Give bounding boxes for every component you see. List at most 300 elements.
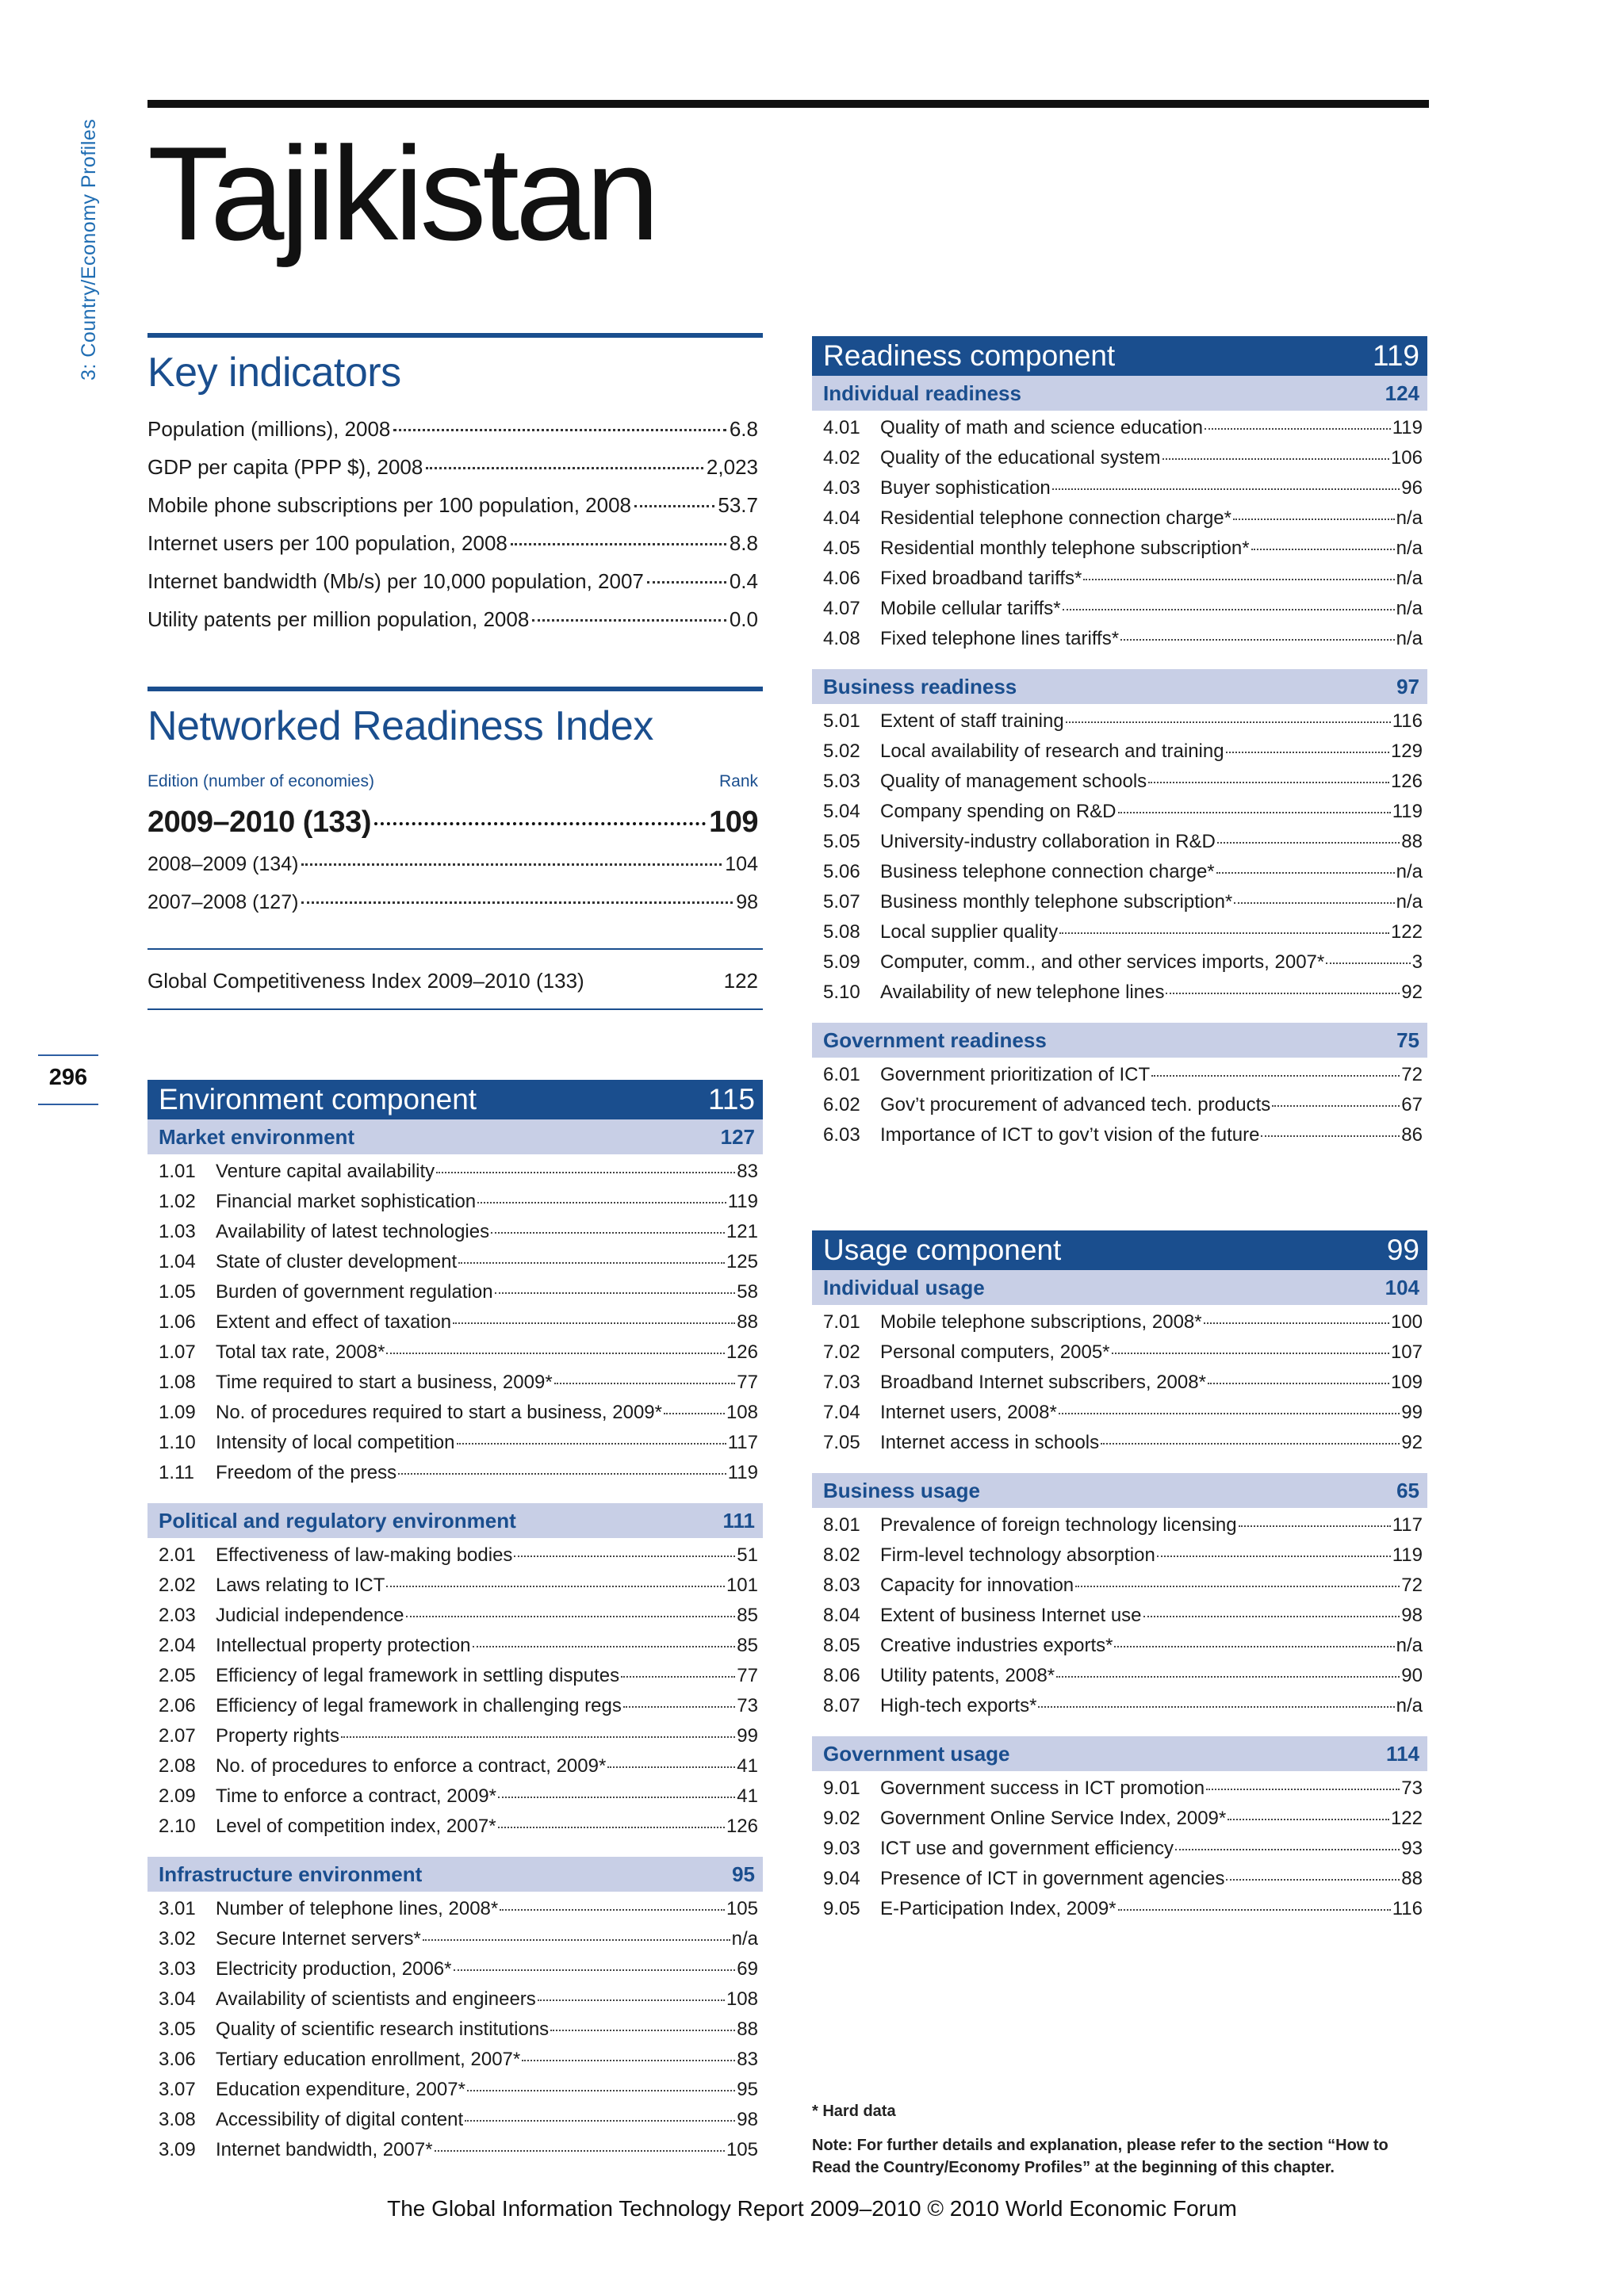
subsection-header [812,1270,1427,1305]
indicator-rank: n/a [1396,628,1423,649]
indicator-rank: 98 [1401,1605,1423,1626]
subsection-rank: 111 [722,1508,755,1533]
indicator-code: 5.02 [823,740,860,762]
indicator-label: Mobile phone subscriptions per 100 population, 2008 [147,493,631,517]
indicator-label: Number of telephone lines, 2008* [216,1898,499,1919]
indicator-rank: 119 [1392,417,1423,438]
table-row [147,1755,763,1785]
table-row [812,1575,1427,1605]
table-row [812,1605,1427,1635]
indicator-label: No. of procedures to enforce a contract, 2009* [216,1755,607,1777]
page-number: 296 [48,1065,88,1090]
indicator-label: Creative industries exports* [880,1635,1113,1656]
indicator-label: Fixed telephone lines tariffs* [880,628,1120,649]
indicator-list [147,1538,763,1850]
table-row [147,1928,763,1958]
indicator-rank: 116 [1392,710,1423,732]
subsection-rank: 124 [1385,381,1419,405]
table-row [812,598,1427,628]
subsection-title: Business readiness [823,674,1017,698]
indicator-rank: 3 [1411,951,1423,973]
indicator-rank: 88 [1401,1868,1423,1889]
indicator-code: 7.04 [823,1402,860,1423]
indicator-label: Business telephone connection charge* [880,861,1215,882]
indicator-label: Availability of new telephone lines [880,982,1165,1003]
indicator-code: 7.01 [823,1311,860,1333]
list-item [147,455,758,480]
indicator-label: Internet users per 100 population, 2008 [147,531,508,555]
nri-edition: 2007–2008 (127) [147,891,299,913]
indicator-code: 5.08 [823,921,860,943]
indicator-code: 6.01 [823,1064,860,1085]
indicator-label: Time required to start a business, 2009* [216,1372,553,1393]
indicator-rank: n/a [1396,861,1423,882]
indicator-code: 8.07 [823,1695,860,1716]
table-row [812,1777,1427,1808]
table-row [147,1281,763,1311]
indicator-rank: 93 [1401,1838,1423,1859]
indicator-label: High-tech exports* [880,1695,1037,1716]
indicator-code: 6.02 [823,1094,860,1115]
table-row [812,801,1427,831]
subsection-header [812,1473,1427,1508]
table-row [812,1432,1427,1462]
indicator-rank: 67 [1401,1094,1423,1115]
indicator-code: 1.05 [159,1281,196,1303]
table-row [812,477,1427,507]
indicator-label: Efficiency of legal framework in settling disputes [216,1665,620,1686]
table-row [812,1311,1427,1341]
indicator-label: Residential telephone connection charge* [880,507,1231,529]
subsection-rank: 97 [1396,674,1419,698]
indicator-value: 0.4 [729,569,758,593]
indicator-code: 3.01 [159,1898,196,1919]
nri-title: Networked Readiness Index [147,703,653,749]
subsection-title: Political and regulatory environment [159,1508,516,1533]
table-row [812,1808,1427,1838]
indicator-code: 8.04 [823,1605,860,1626]
indicator-rank: 126 [1390,771,1423,792]
indicator-label: Quality of the educational system [880,447,1161,469]
indicator-label: Government prioritization of ICT [880,1064,1151,1085]
indicator-code: 3.06 [159,2049,196,2070]
subsection-title: Individual readiness [823,381,1021,405]
indicator-value: 8.8 [729,531,758,555]
indicator-code: 4.08 [823,628,860,649]
indicator-label: Electricity production, 2006* [216,1958,452,1980]
gci-label: Global Competitiveness Index 2009–2010 (133) [147,969,584,993]
table-row [812,710,1427,740]
indicator-code: 8.05 [823,1635,860,1656]
indicator-rank: n/a [1396,1635,1423,1656]
indicator-list [812,1058,1427,1159]
indicator-rank: 105 [726,1898,758,1919]
gci-row [147,969,758,993]
indicator-rank: 105 [726,2139,758,2160]
indicator-label: Population (millions), 2008 [147,417,391,441]
table-row [147,2139,763,2169]
indicator-label: Capacity for innovation [880,1575,1074,1596]
table-row [147,1725,763,1755]
subsection-rank: 75 [1396,1027,1419,1052]
table-row [812,447,1427,477]
table-row [147,2019,763,2049]
indicator-rank: 77 [737,1372,758,1393]
list-item [147,853,758,876]
indicator-rank: 129 [1390,740,1423,762]
list-item [147,493,758,518]
nri-header [147,772,758,791]
indicator-rank: 41 [737,1785,758,1807]
indicator-code: 2.03 [159,1605,196,1626]
table-row [812,568,1427,598]
indicator-label: Education expenditure, 2007* [216,2079,465,2100]
indicator-code: 7.03 [823,1372,860,1393]
indicator-code: 9.03 [823,1838,860,1859]
indicator-label: Availability of scientists and engineers [216,1988,536,2010]
indicator-rank: 58 [737,1281,758,1303]
table-row [812,1635,1427,1665]
indicator-label: Local availability of research and training [880,740,1224,762]
table-row [812,1665,1427,1695]
indicator-rank: 77 [737,1665,758,1686]
table-row [812,628,1427,658]
indicator-value: 6.8 [729,417,758,441]
indicator-rank: 126 [726,1341,758,1363]
table-row [147,1988,763,2019]
indicator-label: Judicial independence [216,1605,404,1626]
subsection-title: Individual usage [823,1275,985,1299]
table-row [812,740,1427,771]
indicator-label: Internet access in schools [880,1432,1100,1453]
component-title: Usage component [823,1234,1062,1266]
indicator-list [812,1305,1427,1467]
page-title: Tajikistan [147,119,656,268]
indicator-label: Firm-level technology absorption [880,1544,1155,1566]
indicator-code: 6.03 [823,1124,860,1146]
nri-rank: 104 [725,853,758,875]
table-row [812,1064,1427,1094]
indicator-label: Extent and effect of taxation [216,1311,452,1333]
indicator-rank: 119 [727,1462,758,1483]
component-header [812,1230,1427,1270]
indicator-rank: 101 [726,1575,758,1596]
table-row [147,1695,763,1725]
table-row [812,891,1427,921]
nri-rank: 98 [736,891,758,913]
divider [147,333,763,338]
subsection-header [812,1023,1427,1058]
table-row [147,1341,763,1372]
indicator-rank: 99 [737,1725,758,1747]
subsection-rank: 104 [1385,1275,1419,1299]
indicator-code: 3.09 [159,2139,196,2160]
table-row [812,507,1427,538]
nri-current-label: 2009–2010 (133) [147,806,371,839]
readiness-component [812,336,1427,1159]
side-tab [65,79,121,388]
indicator-code: 5.06 [823,861,860,882]
indicator-rank: 106 [1390,447,1423,469]
indicator-rank: n/a [1396,598,1423,619]
environment-component [147,1080,763,2174]
list-item [147,417,758,442]
indicator-code: 5.01 [823,710,860,732]
indicator-list [812,1771,1427,1933]
subsection-title: Infrastructure environment [159,1862,423,1886]
table-row [147,1575,763,1605]
table-row [147,1665,763,1695]
indicator-label: Utility patents per million population, 2008 [147,607,530,631]
indicator-rank: 119 [1392,801,1423,822]
indicator-label: Computer, comm., and other services imports, 2007* [880,951,1325,973]
indicator-rank: 86 [1401,1124,1423,1146]
usage-component [812,1230,1427,1933]
indicator-label: Secure Internet servers* [216,1928,421,1950]
indicator-code: 2.02 [159,1575,196,1596]
indicator-code: 5.05 [823,831,860,852]
indicator-rank: 96 [1401,477,1423,499]
table-row [812,1868,1427,1898]
indicator-rank: n/a [731,1928,758,1950]
divider [38,1104,98,1105]
indicator-rank: n/a [1396,507,1423,529]
subsection-rank: 65 [1396,1478,1419,1502]
indicator-label: Time to enforce a contract, 2009* [216,1785,496,1807]
table-row [147,1161,763,1191]
indicator-label: Venture capital availability [216,1161,435,1182]
indicator-label: Internet bandwidth, 2007* [216,2139,433,2160]
indicator-label: GDP per capita (PPP $), 2008 [147,455,423,479]
table-row [812,982,1427,1012]
indicator-code: 2.10 [159,1816,196,1837]
component-rank: 99 [1386,1234,1419,1266]
indicator-rank: 126 [726,1816,758,1837]
indicator-label: Quality of management schools [880,771,1147,792]
indicator-rank: 85 [737,1605,758,1626]
indicator-label: Government Online Service Index, 2009* [880,1808,1227,1829]
indicator-rank: 92 [1401,1432,1423,1453]
indicator-code: 8.02 [823,1544,860,1566]
indicator-code: 9.05 [823,1898,860,1919]
table-row [812,1838,1427,1868]
subsection-rank: 114 [1386,1741,1419,1766]
indicator-rank: 108 [726,1402,758,1423]
indicator-code: 3.03 [159,1958,196,1980]
table-row [147,1251,763,1281]
subsection-title: Business usage [823,1478,980,1502]
indicator-code: 1.07 [159,1341,196,1363]
table-row [147,1635,763,1665]
indicator-label: Burden of government regulation [216,1281,493,1303]
table-row [147,1785,763,1816]
indicator-code: 4.04 [823,507,860,529]
indicator-code: 5.10 [823,982,860,1003]
indicator-label: Accessibility of digital content [216,2109,464,2130]
subsection-rank: 127 [720,1124,755,1149]
indicator-label: Intensity of local competition [216,1432,455,1453]
indicator-code: 4.02 [823,447,860,469]
indicator-list [812,704,1427,1016]
indicator-code: 1.09 [159,1402,196,1423]
indicator-rank: 109 [1390,1372,1423,1393]
indicator-code: 5.04 [823,801,860,822]
table-row [147,1605,763,1635]
indicator-rank: 119 [727,1191,758,1212]
indicator-value: 53.7 [718,493,758,517]
indicator-code: 9.04 [823,1868,860,1889]
indicator-label: Level of competition index, 2007* [216,1816,496,1837]
indicator-code: 5.03 [823,771,860,792]
table-row [812,1372,1427,1402]
indicator-label: Quality of scientific research institutions [216,2019,550,2040]
table-row [147,1372,763,1402]
indicator-label: Quality of math and science education [880,417,1203,438]
indicator-code: 7.02 [823,1341,860,1363]
indicator-label: Efficiency of legal framework in challenging regs [216,1695,622,1716]
indicator-rank: 83 [737,2049,758,2070]
subsection-title: Market environment [159,1124,355,1149]
indicator-rank: n/a [1396,568,1423,589]
indicator-code: 2.09 [159,1785,196,1807]
indicator-list [812,411,1427,663]
indicator-label: ICT use and government efficiency [880,1838,1174,1859]
indicator-label: Effectiveness of law-making bodies [216,1544,513,1566]
indicator-label: Extent of business Internet use [880,1605,1142,1626]
indicator-label: Availability of latest technologies [216,1221,490,1242]
indicator-code: 8.01 [823,1514,860,1536]
component-rank: 119 [1373,339,1419,372]
indicator-code: 2.08 [159,1755,196,1777]
indicator-code: 1.10 [159,1432,196,1453]
table-row [147,1191,763,1221]
indicator-rank: 122 [1390,1808,1423,1829]
indicator-list [147,1892,763,2174]
indicator-label: Extent of staff training [880,710,1064,732]
indicator-label: Fixed broadband tariffs* [880,568,1082,589]
indicator-rank: 73 [1401,1777,1423,1799]
footnote-note: Note: For further details and explanation, please refer to the section “How to Read the Country/Economy Profiles” at the beginning of this chapter. [812,2137,1388,2176]
rank-label: Rank [718,772,758,790]
indicator-label: Property rights [216,1725,340,1747]
indicator-code: 2.04 [159,1635,196,1656]
edition-label: Edition (number of economies) [147,772,374,790]
indicator-label: Prevalence of foreign technology licensing [880,1514,1237,1536]
indicator-rank: 88 [737,1311,758,1333]
indicator-code: 8.06 [823,1665,860,1686]
indicator-rank: 100 [1390,1311,1423,1333]
table-row [812,951,1427,982]
nri-current [147,806,758,840]
indicator-rank: 69 [737,1958,758,1980]
indicator-list [147,1154,763,1497]
indicator-code: 1.01 [159,1161,196,1182]
subsection-title: Government readiness [823,1027,1047,1052]
divider [147,687,763,691]
indicator-code: 8.03 [823,1575,860,1596]
indicator-code: 9.02 [823,1808,860,1829]
list-item [147,531,758,556]
indicator-rank: n/a [1396,538,1423,559]
nri-current-value: 109 [709,806,758,839]
indicator-label: Local supplier quality [880,921,1059,943]
footnote-hard-data: * Hard data [812,2103,896,2120]
indicator-rank: n/a [1396,891,1423,913]
indicator-value: 0.0 [729,607,758,631]
indicator-label: Company spending on R&D [880,801,1116,822]
indicator-code: 4.07 [823,598,860,619]
indicator-label: Total tax rate, 2008* [216,1341,385,1363]
subsection-rank: 95 [732,1862,755,1886]
component-title: Environment component [159,1083,477,1115]
subsection-header [812,669,1427,704]
subsection-title: Government usage [823,1741,1010,1766]
table-row [812,1402,1427,1432]
indicator-code: 3.04 [159,1988,196,2010]
indicator-rank: 85 [737,1635,758,1656]
indicator-code: 4.06 [823,568,860,589]
indicator-label: Importance of ICT to gov’t vision of the future [880,1124,1260,1146]
list-item [147,891,758,914]
table-row [812,417,1427,447]
indicator-code: 1.02 [159,1191,196,1212]
divider [38,1054,98,1056]
indicator-rank: 88 [737,2019,758,2040]
indicator-label: Broadband Internet subscribers, 2008* [880,1372,1206,1393]
indicator-label: Intellectual property protection [216,1635,471,1656]
indicator-code: 1.04 [159,1251,196,1272]
indicator-rank: 117 [1392,1514,1423,1536]
indicator-code: 4.05 [823,538,860,559]
table-row [147,1898,763,1928]
indicator-rank: 88 [1401,831,1423,852]
indicator-label: State of cluster development [216,1251,458,1272]
table-row [812,1341,1427,1372]
indicator-rank: 92 [1401,982,1423,1003]
indicator-code: 1.11 [159,1462,194,1483]
indicator-code: 4.01 [823,417,860,438]
indicator-label: Utility patents, 2008* [880,1665,1055,1686]
indicator-code: 9.01 [823,1777,860,1799]
top-rule [147,100,1429,108]
table-row [812,861,1427,891]
table-row [812,1544,1427,1575]
subsection-header [812,376,1427,411]
table-row [147,1462,763,1492]
indicator-code: 5.07 [823,891,860,913]
indicator-rank: 121 [726,1221,758,1242]
list-item [147,569,758,594]
component-title: Readiness component [823,339,1116,372]
indicator-code: 1.03 [159,1221,196,1242]
indicator-rank: 72 [1401,1575,1423,1596]
indicator-label: University-industry collaboration in R&D [880,831,1216,852]
table-row [147,2109,763,2139]
subsection-header [147,1857,763,1892]
indicator-code: 3.02 [159,1928,196,1950]
indicator-code: 5.09 [823,951,860,973]
indicator-code: 3.08 [159,2109,196,2130]
indicator-label: Presence of ICT in government agencies [880,1868,1225,1889]
indicator-label: Personal computers, 2005* [880,1341,1110,1363]
table-row [147,1311,763,1341]
indicator-code: 2.05 [159,1665,196,1686]
indicator-code: 2.01 [159,1544,196,1566]
table-row [147,1432,763,1462]
indicator-rank: 99 [1401,1402,1423,1423]
indicator-list [812,1508,1427,1730]
indicator-rank: 125 [726,1251,758,1272]
